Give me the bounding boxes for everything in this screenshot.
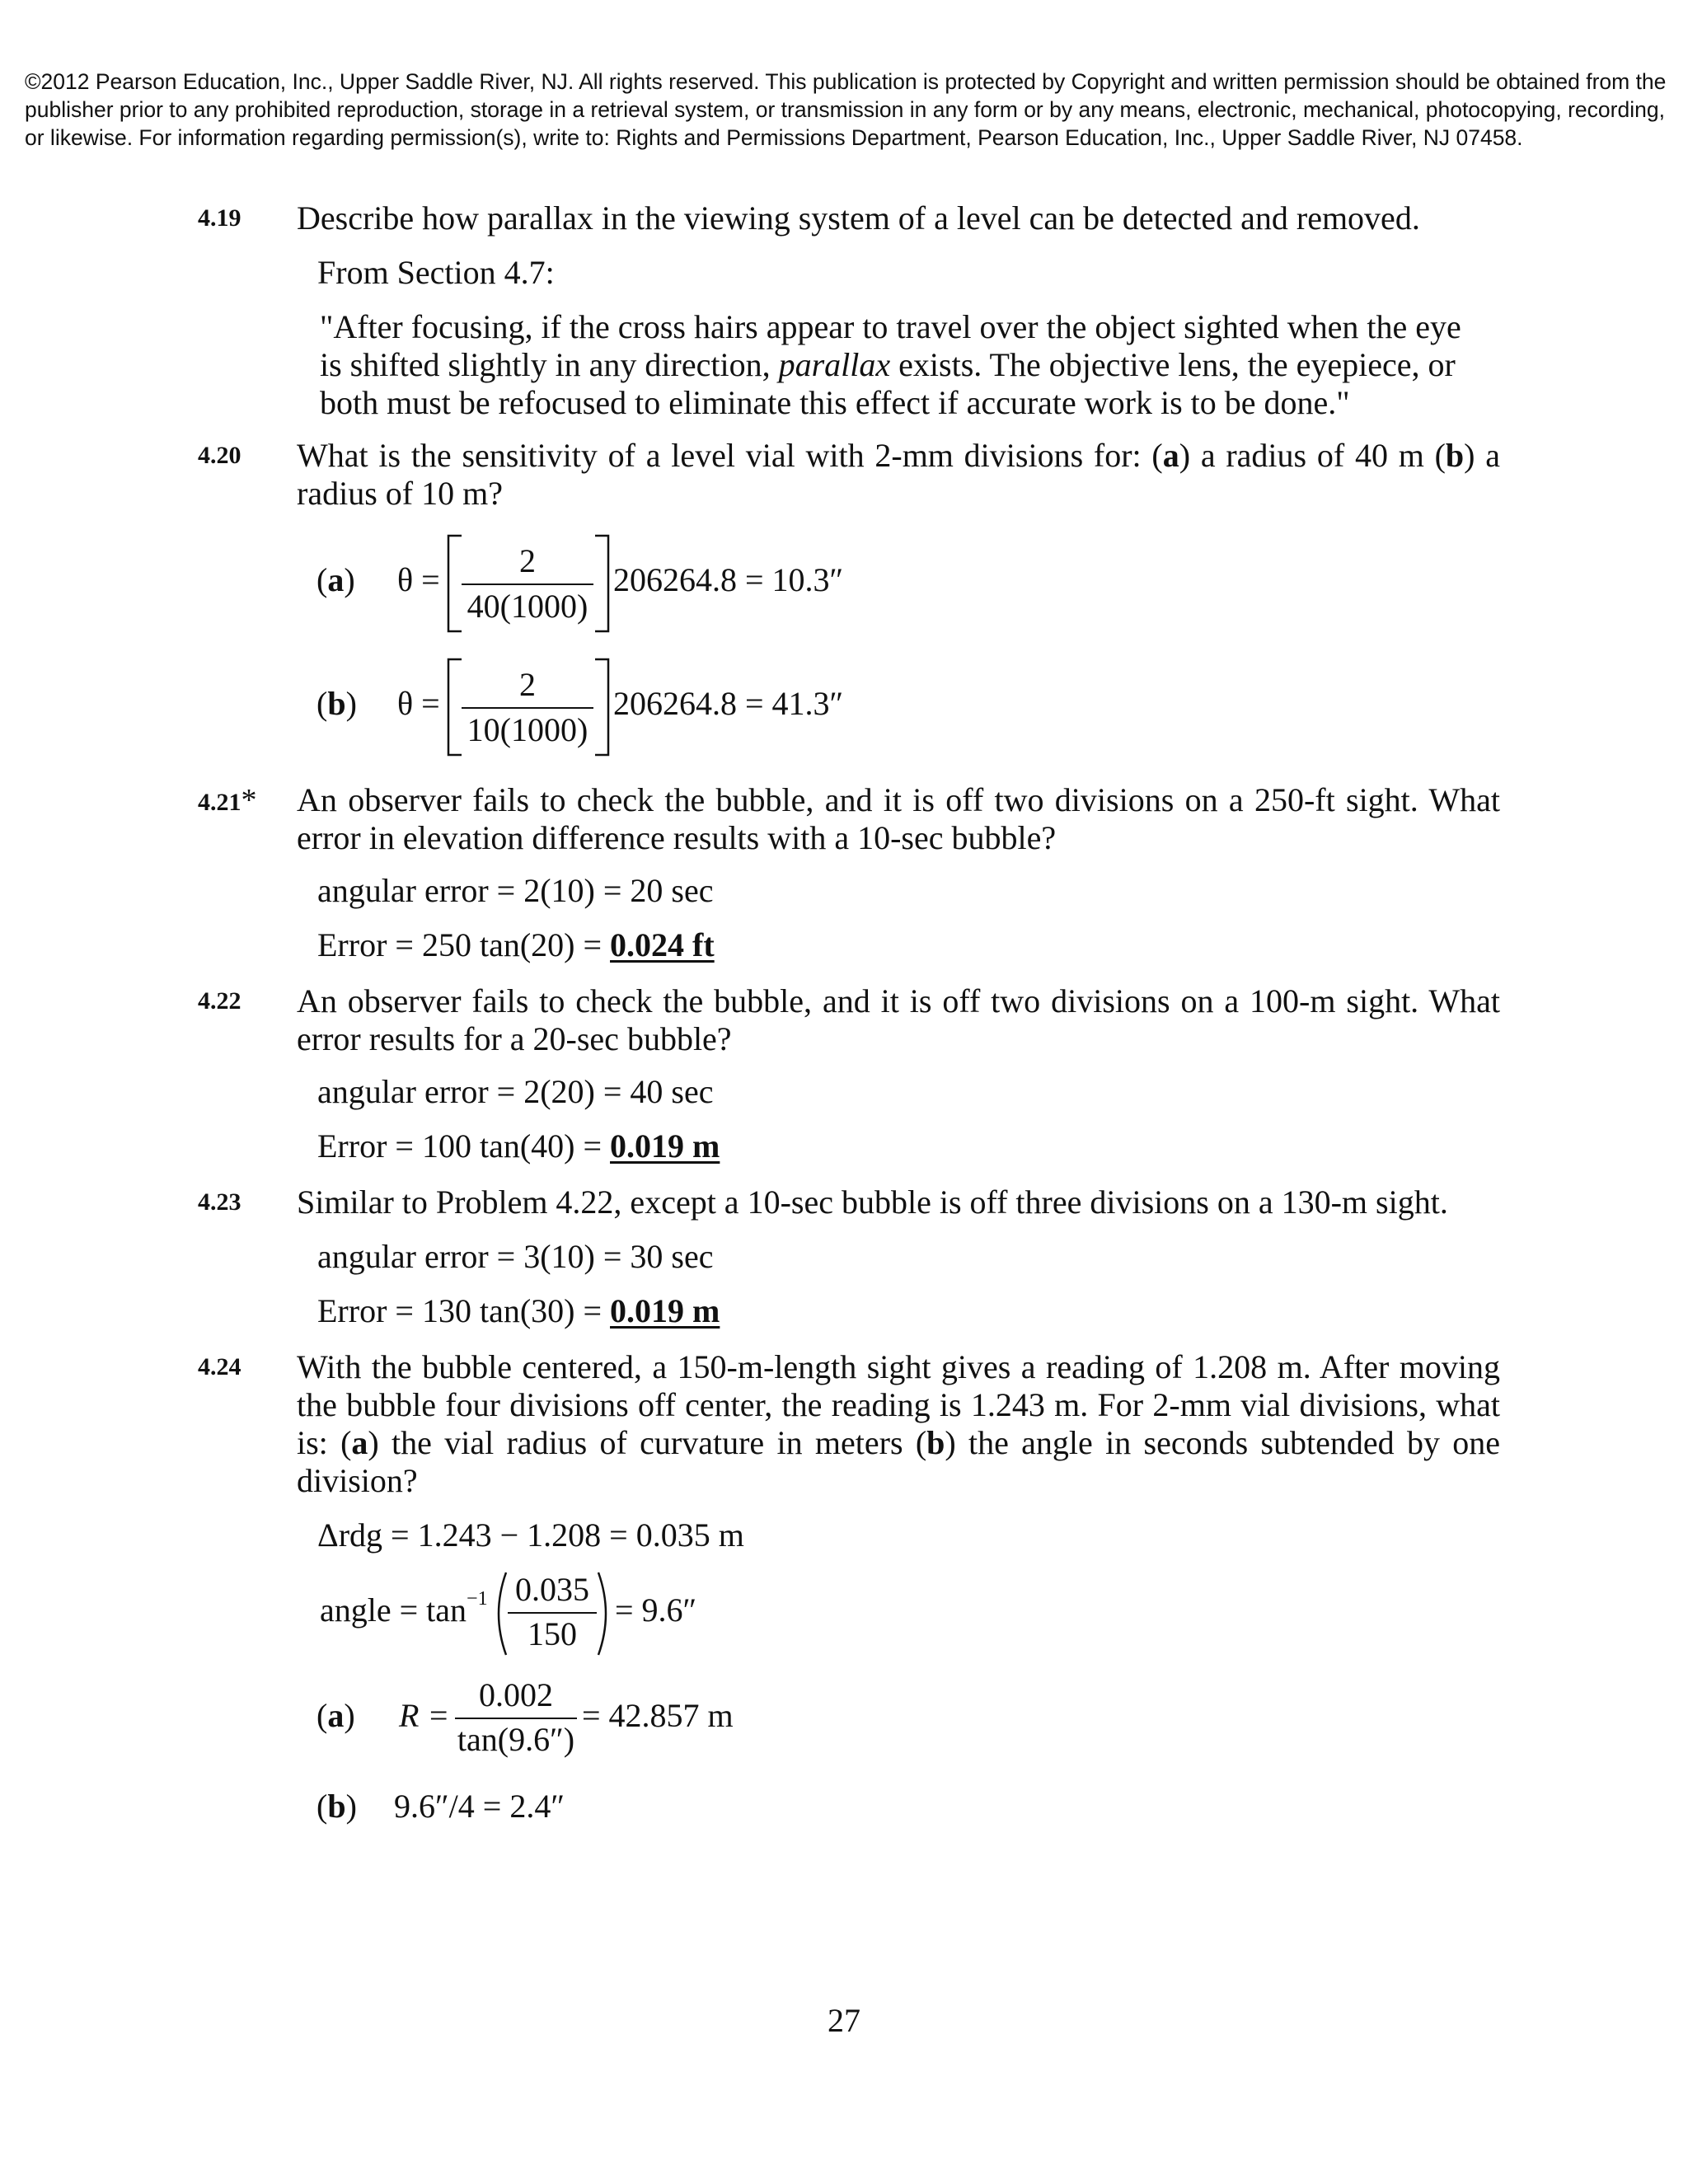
problem-number: 4.20 bbox=[198, 442, 241, 469]
fraction-numerator: 0.002 bbox=[479, 1676, 553, 1713]
fraction-bar bbox=[462, 583, 593, 585]
question-text: With the bubble centered, a 150-m-length sight gives a reading of 1.208 m. After moving the bubble four divisions off center, the reading is 1.243 m. For 2-mm vial divisions, what is: ( bbox=[297, 1348, 1500, 1461]
error-line: Error = 130 tan(30) = 0.019 m bbox=[317, 1292, 720, 1329]
question-text: ) a radius of 10 m? bbox=[297, 437, 1500, 512]
part-a-marker: a bbox=[351, 1424, 368, 1461]
fraction-bar bbox=[508, 1612, 597, 1614]
equation-result: 206264.8 = 41.3″ bbox=[613, 685, 844, 722]
fraction-numerator: 2 bbox=[519, 542, 536, 579]
quote-emphasis: parallax bbox=[778, 346, 891, 383]
quoted-answer bbox=[320, 308, 1490, 422]
division-angle-result: 9.6″/4 = 2.4″ bbox=[394, 1788, 565, 1825]
problem-number: 4.22 bbox=[198, 987, 241, 1015]
fraction-denominator: 150 bbox=[528, 1615, 577, 1652]
problem-question: Describe how parallax in the viewing system of a level can be detected and removed. bbox=[297, 199, 1420, 237]
part-label: (b) bbox=[316, 1788, 357, 1825]
problem-number: 4.21* bbox=[198, 783, 257, 818]
fraction-numerator: 2 bbox=[519, 666, 536, 703]
right-paren bbox=[595, 1571, 615, 1657]
error-line: Error = 250 tan(20) = 0.024 ft bbox=[317, 926, 715, 963]
part-label: (a) bbox=[316, 561, 355, 598]
quote-part-2: exists. The objective lens, the eyepiece, or both must be refocused to eliminate this effect if accurate work is to be done." bbox=[320, 346, 1456, 421]
copyright-notice: ©2012 Pearson Education, Inc., Upper Saddle River, NJ. All rights reserved. This publication is protected by Copyright and written permission should be obtained from the publisher prior to any prohibited reproduction, storage in a retrieval system, or transmission in any form or by any means, electronic, mechanical, photocopying, recording, or likewise. For information regarding permission(s), write to: Rights and Permissions Department, Pearson Education, Inc., Upper Saddle River, NJ 07458. bbox=[25, 69, 1667, 150]
fraction-denominator: 10(1000) bbox=[467, 711, 588, 748]
fraction-denominator: tan(9.6″) bbox=[457, 1721, 575, 1758]
angle-lhs: angle = $\tan^{-1}$ bbox=[320, 1587, 488, 1629]
problem-question: An observer fails to check the bubble, and it is off two divisions on a 250-ft sight. What error in elevation difference results with a 10-sec bubble? bbox=[297, 781, 1500, 856]
right-bracket bbox=[592, 658, 612, 757]
right-bracket bbox=[592, 534, 612, 633]
fraction-numerator: 0.035 bbox=[515, 1571, 589, 1608]
source-reference: From Section 4.7: bbox=[317, 254, 555, 291]
problem-number: 4.23 bbox=[198, 1188, 241, 1216]
part-label: (b) bbox=[316, 685, 357, 722]
problem-question bbox=[297, 437, 1500, 513]
quote-part-1: "After focusing, if the cross hairs appear to travel over the object sighted when the eye is shifted slightly in any direction, bbox=[320, 308, 1461, 383]
angular-error-line: angular error = 3(10) = 30 sec bbox=[317, 1238, 714, 1275]
delta-reading-line: Δrdg = 1.243 − 1.208 = 0.035 m bbox=[317, 1516, 744, 1554]
fraction-denominator: 40(1000) bbox=[467, 588, 588, 625]
theta-lhs: θ = bbox=[397, 685, 440, 722]
problem-question bbox=[297, 1348, 1500, 1500]
equation-result: 206264.8 = 10.3″ bbox=[613, 561, 844, 598]
part-b-marker: b bbox=[1445, 437, 1465, 474]
page-number: 27 bbox=[828, 2002, 860, 2039]
final-answer: 0.019 m bbox=[610, 1127, 720, 1165]
question-text: What is the sensitivity of a level vial with 2-mm divisions for: ( bbox=[297, 437, 1163, 474]
question-text: ) a radius of 40 m ( bbox=[1179, 437, 1446, 474]
part-label: (a) bbox=[316, 1697, 355, 1734]
angle-result: = 9.6″ bbox=[615, 1591, 697, 1629]
error-line: Error = 100 tan(40) = 0.019 m bbox=[317, 1127, 720, 1165]
final-answer: 0.024 ft bbox=[610, 926, 715, 963]
problem-question: An observer fails to check the bubble, and it is off two divisions on a 100-m sight. What error results for a 20-sec bubble? bbox=[297, 982, 1500, 1057]
question-text: ) the vial radius of curvature in meters ( bbox=[368, 1424, 927, 1461]
part-a-marker: a bbox=[1162, 437, 1179, 474]
final-answer: 0.019 m bbox=[610, 1292, 720, 1329]
problem-number: 4.24 bbox=[198, 1353, 241, 1380]
problem-number: 4.19 bbox=[198, 204, 241, 232]
angular-error-line: angular error = 2(10) = 20 sec bbox=[317, 872, 714, 909]
part-b-marker: b bbox=[926, 1424, 945, 1461]
question-text: ) the angle in seconds subtended by one division? bbox=[297, 1424, 1500, 1499]
angular-error-line: angular error = 2(20) = 40 sec bbox=[317, 1073, 714, 1110]
radius-lhs: R = bbox=[399, 1697, 450, 1734]
problem-question: Similar to Problem 4.22, except a 10-sec bubble is off three divisions on a 130-m sight. bbox=[297, 1183, 1448, 1221]
fraction-bar bbox=[462, 707, 593, 709]
radius-result: = 42.857 m bbox=[582, 1697, 734, 1734]
theta-lhs: θ = bbox=[397, 561, 440, 598]
fraction-bar bbox=[455, 1718, 577, 1719]
